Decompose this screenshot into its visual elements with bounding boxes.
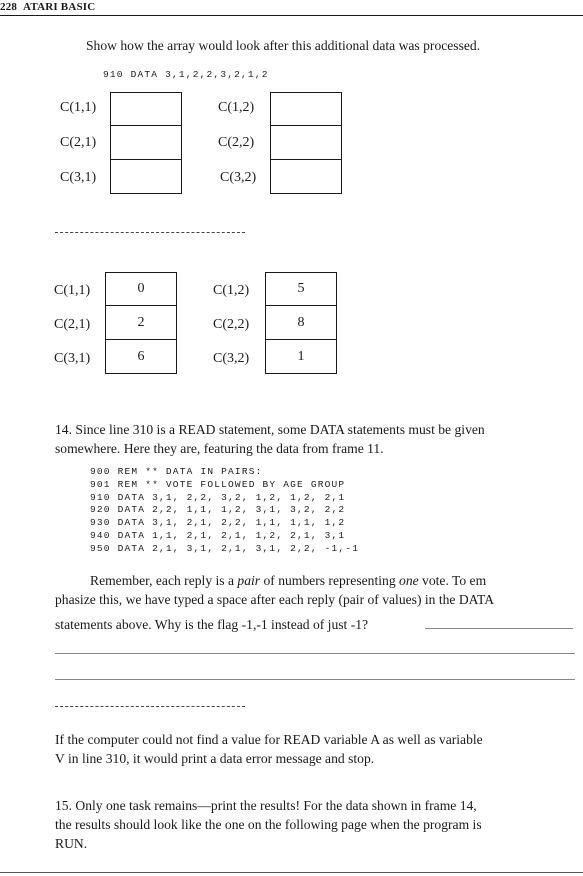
value-box-c22: 8 <box>265 306 337 340</box>
data-line-910: 910 DATA 3,1,2,2,3,2,1,2 <box>103 69 269 80</box>
data-listing <box>90 466 359 556</box>
label-c12: C(1,2) <box>213 283 250 298</box>
code-line: 900 REM ** DATA IN PAIRS: <box>90 466 263 477</box>
footer-rule <box>0 872 583 873</box>
value-box-c32: 1 <box>265 340 337 374</box>
empty-box-c32[interactable] <box>270 160 342 194</box>
code-line: 930 DATA 3,1, 2,1, 2,2, 1,1, 1,1, 1,2 <box>90 517 346 529</box>
label-c22: C(2,2) <box>213 317 250 332</box>
value-box-c21: 2 <box>105 306 177 340</box>
header-title: ATARI BASIC <box>23 1 96 13</box>
answer-blank-2[interactable] <box>55 653 575 654</box>
code-line: 950 DATA 2,1, 3,1, 2,1, 3,1, 2,2, -1,-1 <box>90 542 360 554</box>
label-c21-empty: C(2,1) <box>60 135 97 150</box>
frame15-line3: RUN. <box>55 836 88 851</box>
label-c11: C(1,1) <box>54 283 91 298</box>
remember-line1 <box>90 571 580 590</box>
label-c11-empty: C(1,1) <box>60 100 97 115</box>
empty-box-c11[interactable] <box>110 92 182 126</box>
remember-line3: statements above. Why is the flag -1,-1 instead of just -1? <box>55 617 369 632</box>
page-number: 228 <box>0 1 18 13</box>
answer-blank-3[interactable] <box>55 679 575 680</box>
running-header <box>0 1 95 13</box>
remember-text-c: vote. To em <box>418 573 487 588</box>
label-c31: C(3,1) <box>54 351 91 366</box>
code-line: 920 DATA 2,2, 1,1, 1,2, 3,1, 3,2, 2,2 <box>90 504 346 516</box>
value-box-c11: 0 <box>105 272 177 306</box>
empty-box-c22[interactable] <box>270 126 342 160</box>
value-box-c12: 5 <box>265 272 337 306</box>
label-c12-empty: C(1,2) <box>218 100 255 115</box>
header-rule <box>0 15 583 16</box>
empty-box-c31[interactable] <box>110 160 182 194</box>
remember-line2: phasize this, we have typed a space after each reply (pair of values) in the DATA <box>55 592 495 607</box>
remember-text-b: of numbers representing <box>260 573 400 588</box>
answer14-line1: If the computer could not find a value for READ variable A as well as variable <box>55 732 483 747</box>
section-divider <box>55 232 245 233</box>
value-box-c31: 6 <box>105 340 177 374</box>
answer-blank-1[interactable] <box>425 628 573 629</box>
frame15-line2: the results should look like the one on the following page when the program is <box>55 817 482 832</box>
label-c32: C(3,2) <box>213 351 250 366</box>
code-line: 901 REM ** VOTE FOLLOWED BY AGE GROUP <box>90 478 346 490</box>
label-c32-empty: C(3,2) <box>220 170 257 185</box>
empty-box-c21[interactable] <box>110 126 182 160</box>
frame14-para1-line2: somewhere. Here they are, featuring the data from frame 11. <box>55 441 384 456</box>
label-c22-empty: C(2,2) <box>218 135 255 150</box>
label-c21: C(2,1) <box>54 317 91 332</box>
remember-emphasis-one: one <box>399 573 419 588</box>
answer14-line2: V in line 310, it would print a data error message and stop. <box>55 751 375 766</box>
frame15-line1: 15. Only one task remains—print the results! For the data shown in frame 14, <box>55 798 477 813</box>
prompt-text: Show how the array would look after this additional data was processed. <box>86 38 481 53</box>
remember-text-a: Remember, each reply is a <box>90 573 238 588</box>
section-divider <box>55 706 245 707</box>
empty-box-c12[interactable] <box>270 92 342 126</box>
frame14-para1-line1: 14. Since line 310 is a READ statement, some DATA statements must be given <box>55 422 485 437</box>
remember-emphasis-pair: pair <box>237 573 261 588</box>
label-c31-empty: C(3,1) <box>60 170 97 185</box>
code-line: 940 DATA 1,1, 2,1, 2,1, 1,2, 2,1, 3,1 <box>90 529 346 541</box>
code-line: 910 DATA 3,1, 2,2, 3,2, 1,2, 1,2, 2,1 <box>90 491 346 503</box>
